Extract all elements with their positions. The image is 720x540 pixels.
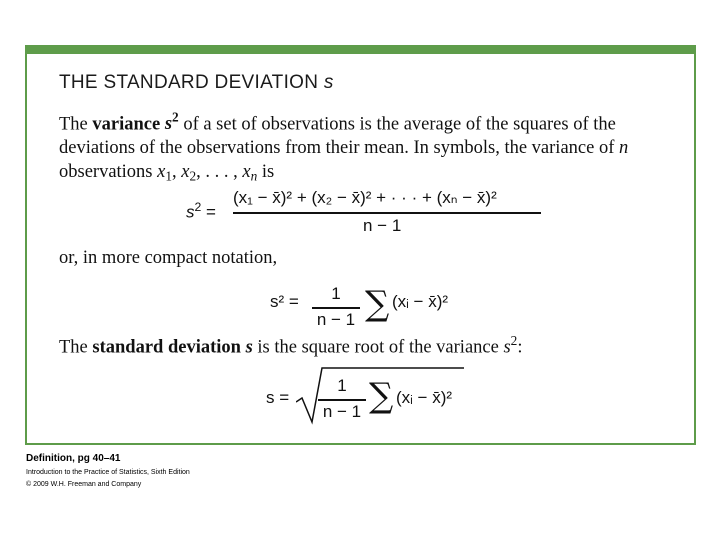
fraction-bar <box>233 212 541 214</box>
formula-lhs: s² = <box>270 292 299 311</box>
fraction-bar <box>318 399 366 401</box>
standard-deviation-definition: The standard deviation s is the square root of the variance $s^2$: <box>59 333 523 358</box>
footer-copyright: © 2009 W.H. Freeman and Company <box>26 481 142 488</box>
fraction-numerator: 1 <box>331 284 341 303</box>
formula-summand: (xᵢ − x̄)² <box>396 388 453 407</box>
formula-lhs: s = <box>266 388 290 407</box>
fraction-denominator: n − 1 <box>322 402 362 421</box>
footer-definition-ref: Definition, pg 40–41 <box>26 453 121 464</box>
formula-denominator: n − 1 <box>363 216 402 235</box>
footer-book-title: Introduction to the Practice of Statistics, Sixth Edition <box>26 469 190 476</box>
fraction-bar <box>312 307 360 309</box>
formula-lhs: $s^2$ = <box>186 200 216 222</box>
sigma-symbol: ∑ <box>369 376 394 416</box>
box-title: THE STANDARD DEVIATION s <box>59 72 334 93</box>
header-accent-bar <box>25 45 696 54</box>
fraction-numerator: 1 <box>337 376 347 395</box>
sigma-symbol: ∑ <box>365 284 390 324</box>
variance-definition: The variance $s^2$ of a set of observations is the average of the squares of the deviations of the observations from their mean. In symbols, the variance of n observations $x_1$, $x_2$, . . . , $x_n$ is <box>59 110 629 184</box>
formula-summand: (xᵢ − x̄)² <box>392 292 449 311</box>
formula-numerator: (x₁ − x̄)² + (x₂ − x̄)² + · · · + (xₙ − x̄)² <box>233 188 497 207</box>
compact-notation-text: or, in more compact notation, <box>59 248 278 268</box>
fraction-denominator: n − 1 <box>316 310 356 329</box>
